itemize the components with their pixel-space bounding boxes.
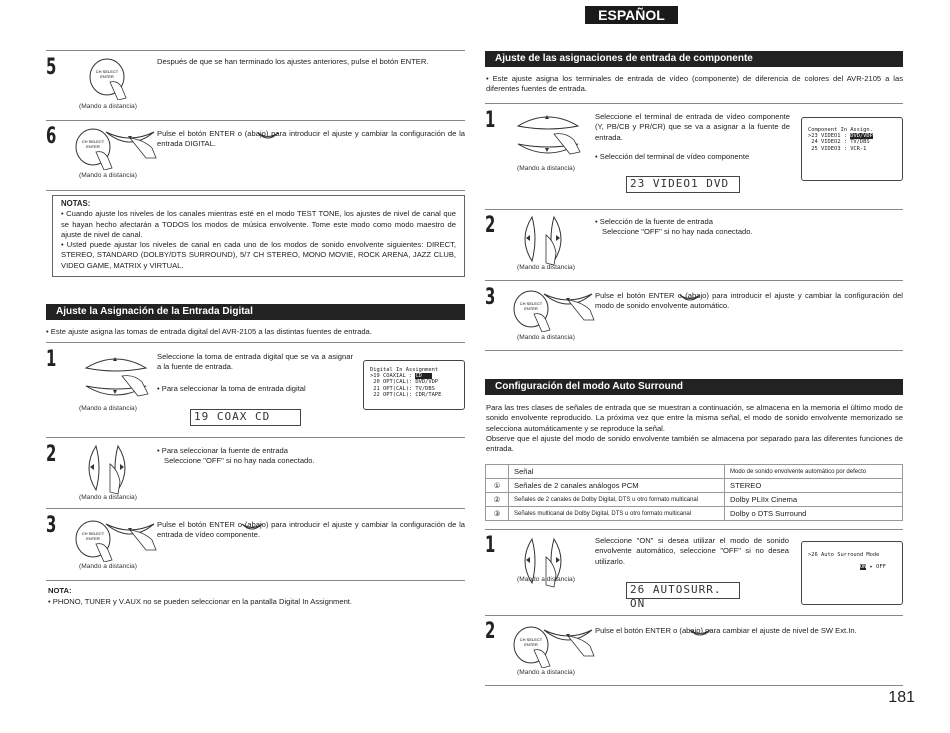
osd-line: 22 OPT(CAL): CDR/TAPE <box>370 391 442 398</box>
divider <box>485 209 903 210</box>
table-header-row <box>486 465 903 479</box>
table-cell: ③ <box>486 507 509 521</box>
osd-digital-in-assignment <box>363 360 465 410</box>
osd-line: 21 OPT(CAL): TV/DBS <box>370 385 435 392</box>
step5-text: Después de que se han terminado los ajustes anteriores, pulse el botón ENTER. <box>157 57 429 66</box>
table-row <box>486 507 903 521</box>
divider <box>46 190 465 191</box>
step-number: 5 <box>46 55 57 80</box>
table-cell: Dolby o DTS Surround <box>725 507 903 521</box>
nota-text: • PHONO, TUNER y V.AUX no se pueden seleccionar en la pantalla Digital In Assignment. <box>48 597 353 606</box>
step2-text: Seleccione "OFF" si no hay nada conectado. <box>164 456 315 465</box>
notes-title: NOTAS: <box>61 199 91 208</box>
step-number: 1 <box>46 347 57 372</box>
remote-caption: (Mando a distancia) <box>517 669 575 676</box>
step-number: 6 <box>46 124 57 149</box>
step-number: 1 <box>485 533 496 558</box>
step1-text: Seleccione el terminal de entrada de vídeo componente (Y, PB/CB y PR/CR) que se va a asignar a la fuente de entrada. <box>595 112 790 142</box>
nota-title: NOTA: <box>48 586 72 595</box>
table-cell: Señales de 2 canales de Dolby Digital, DTS u otro formato multicanal <box>509 493 725 507</box>
lcd-display: 23 VIDEO1 DVD <box>626 176 740 193</box>
section-title: Ajuste de las asignaciones de entrada de componente <box>485 51 903 67</box>
section-intro: • Este ajuste asigna las tomas de entrada digital del AVR-2105 a las distintas fuentes de entrada. <box>46 327 372 336</box>
osd-title: Component In Assign. <box>808 127 873 133</box>
divider <box>485 350 903 351</box>
remote-caption: (Mando a distancia) <box>79 494 137 501</box>
step1-bullet: • Selección del terminal de vídeo componente <box>595 152 750 161</box>
osd-line: 20 OPT(CAL): DVD/VDP <box>370 379 439 386</box>
step-number: 3 <box>485 285 496 310</box>
left-right-buttons-icon <box>518 213 573 269</box>
step1-text: Seleccione la toma de entrada digital que se va a asignar a la fuente de entrada. <box>157 352 353 372</box>
remote-caption: (Mando a distancia) <box>79 103 137 110</box>
auto-step2-text: Pulse el botón ENTER o (abajo) para cambiar el ajuste de nivel de SW Ext.In. <box>595 626 857 635</box>
table-cell: STEREO <box>725 479 903 493</box>
up-down-buttons-icon <box>82 350 152 400</box>
divider <box>485 280 903 281</box>
divider <box>46 437 465 438</box>
remote-caption: (Mando a distancia) <box>79 563 137 570</box>
section-intro: • Este ajuste asigna los terminales de entrada de vídeo (componente) de diferencia de colores del AVR-2105 a las diferentes fuentes de entrada. <box>486 74 903 94</box>
step6-text: Pulse el botón ENTER o (abajo) para introducir el ajuste y cambiar la configuración de la entrada DIGITAL. <box>157 129 465 149</box>
divider <box>46 342 465 343</box>
osd-title: Digital In Assignment <box>370 367 439 373</box>
step2-text: Seleccione "OFF" si no hay nada conectado. <box>602 227 753 236</box>
table-row <box>486 479 903 493</box>
step1-bullet: • Para seleccionar la toma de entrada digital <box>157 384 306 393</box>
table-cell: Señales de 2 canales análogos PCM <box>509 479 725 493</box>
divider <box>46 50 465 51</box>
remote-caption: (Mando a distancia) <box>517 264 575 271</box>
step2-bullet: • Para seleccionar la fuente de entrada <box>157 446 288 455</box>
step-number: 2 <box>485 619 496 644</box>
section-title: Configuración del modo Auto Surround <box>485 379 903 395</box>
divider <box>46 508 465 509</box>
signal-table <box>485 464 903 521</box>
osd-line: >23 VIDEO1 : <box>808 133 851 140</box>
osd-line: 25 VIDEO3 : VCR-1 <box>808 145 867 152</box>
osd-line: >19 COAXIAL : <box>370 373 416 380</box>
lcd-display: 26 AUTOSURR. ON <box>626 582 740 599</box>
osd-title: >26 Auto Surround Mode <box>808 552 880 558</box>
section-title: Ajuste la Asignación de la Entrada Digital <box>46 304 465 320</box>
remote-caption: (Mando a distancia) <box>517 165 575 172</box>
divider <box>485 685 903 686</box>
osd-highlight: DVD/VDP <box>850 133 873 140</box>
osd-auto-surround <box>801 541 903 605</box>
left-right-buttons-icon <box>82 442 137 498</box>
enter-button-icon <box>86 56 130 100</box>
down-arrow-icon <box>240 521 264 531</box>
osd-off-option: ▸ OFF <box>869 564 886 571</box>
note-item: • Usted puede ajustar los niveles de canal en cada uno de los modos de sonido envolvente siguientes: DIRECT, STEREO, STANDARD (DOLBY/DTS SURROUND), 5/7 CH STEREO, MONO MOVIE, ROCK ARENA, JAZZ CLUB, VIDEO GAME, MATRIX y VIRTUAL. <box>61 240 456 270</box>
table-row <box>486 493 903 507</box>
divider <box>46 580 465 581</box>
osd-line: 24 VIDEO2 : TV/DBS <box>808 139 870 146</box>
table-header: Modo de sonido envolvente automático por defecto <box>725 465 903 479</box>
auto-step1-text: Seleccione "ON" si desea utilizar el modo de sonido envolvente automático, seleccione "OFF" si no desea utilizarlo. <box>595 536 789 566</box>
note-item: • Cuando ajuste los niveles de los canales mientras esté en el modo TEST TONE, los ajustes de nivel de canal que se hayan hecho afectarán a TODOS los modos de música envolvente. Tome este modo como modo maestro de ajuste de nivel de canal. <box>61 209 456 239</box>
table-header: Señal <box>509 465 725 479</box>
language-tab: ESPAÑOL <box>585 6 678 24</box>
page-number: 181 <box>888 689 915 706</box>
divider <box>485 103 903 104</box>
remote-caption: (Mando a distancia) <box>517 334 575 341</box>
table-cell: ① <box>486 479 509 493</box>
notes-box <box>52 195 465 277</box>
table-cell: Señales multicanal de Dolby Digital, DTS u otro formato multicanal <box>509 507 725 521</box>
divider <box>485 615 903 616</box>
down-arrow-icon <box>256 130 280 140</box>
step2-bullet: • Selección de la fuente de entrada <box>595 217 713 226</box>
osd-component-in-assign <box>801 117 903 181</box>
step-number: 2 <box>485 213 496 238</box>
table-cell: Dolby PLIIx Cinema <box>725 493 903 507</box>
step-number: 1 <box>485 108 496 133</box>
divider <box>485 529 903 530</box>
up-down-buttons-icon <box>514 108 584 164</box>
lcd-display: 19 COAX CD <box>190 409 301 426</box>
remote-caption: (Mando a distancia) <box>79 405 137 412</box>
step3-text: Pulse el botón ENTER o (abajo) para introducir el ajuste y cambiar la configuración de la entrada de vídeo componente. <box>157 520 465 540</box>
step3-text: Pulse el botón ENTER o (abajo) para introducir el ajuste y cambiar la configuración del modo de sonido envolvente automático. <box>595 291 903 311</box>
step-number: 2 <box>46 442 57 467</box>
osd-on-option: ON <box>859 564 867 571</box>
down-arrow-icon <box>678 292 702 302</box>
down-arrow-icon <box>688 627 712 637</box>
table-cell: ② <box>486 493 509 507</box>
step-number: 3 <box>46 513 57 538</box>
remote-caption: (Mando a distancia) <box>517 576 575 583</box>
section-intro: Para las tres clases de señales de entrada que se muestran a continuación, se almacena en la memoria el último modo de sonido envolvente reproducido. La próxima vez que entre la misma señal, el modo de sonido envolvente memorizado se selecciona automáticamente y se reproduce la señal. Observe que el ajuste del modo de sonido envolvente también se almacena por separado para las diferentes funciones de entrada. <box>486 403 903 454</box>
remote-caption: (Mando a distancia) <box>79 172 137 179</box>
osd-highlight: CD <box>415 373 432 380</box>
